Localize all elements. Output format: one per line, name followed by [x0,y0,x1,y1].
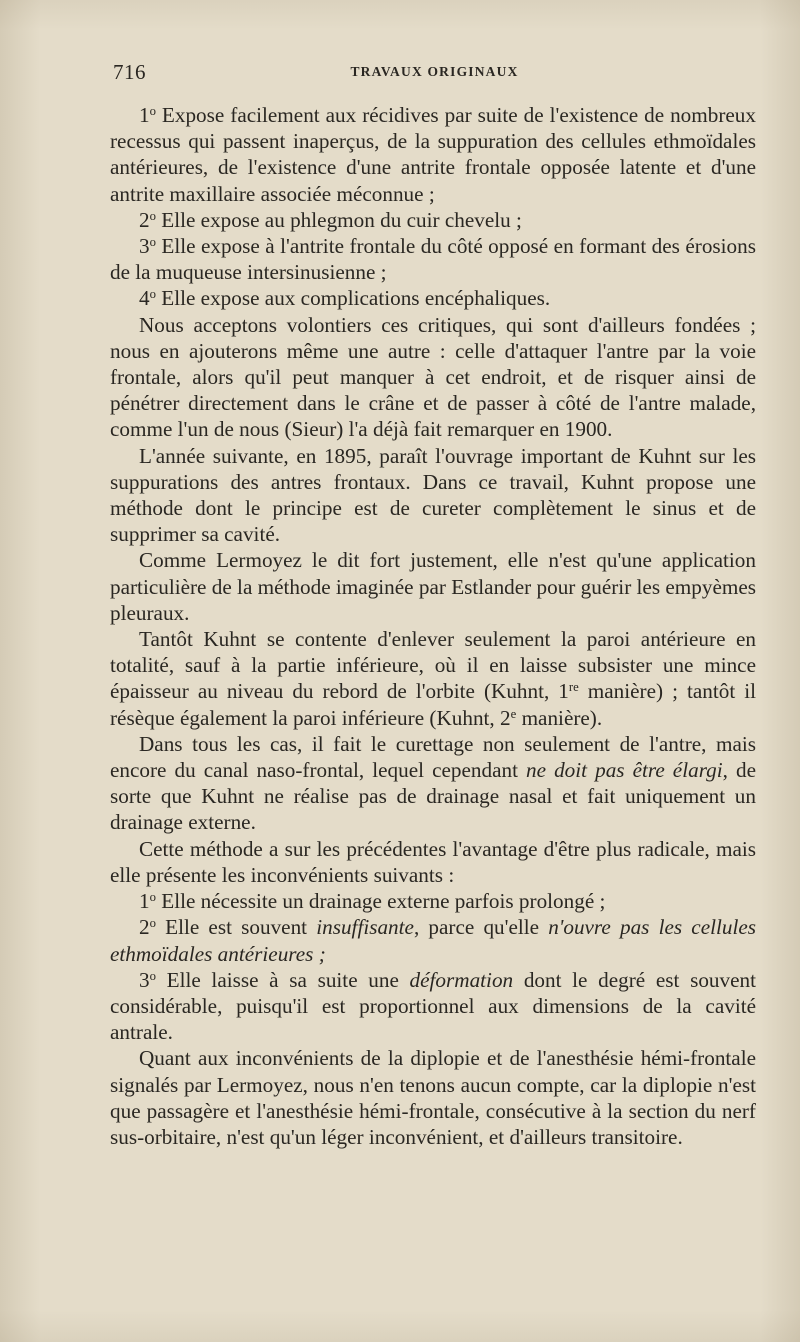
text-run: o [149,968,156,983]
paragraph [110,207,756,233]
text-run: insuffisante [316,915,414,940]
text-run: 3 [139,967,150,992]
text-run: o [149,208,156,223]
text-run: manière). [516,705,603,730]
text-run: 2 [139,915,150,940]
paragraph [110,888,756,914]
text-run: Cette méthode a sur les précédentes l'avantage d'être plus radicale, mais elle présente les inconvénients suivants : [110,836,756,887]
text-run: manière) ; tantôt il résèque également la paroi inférieure (Kuhnt, 2 [110,679,757,730]
paragraph [110,547,756,626]
paragraph [110,443,756,548]
text-run: Elle expose à l'antrite frontale du côté opposé en formant des érosions de la muqueuse intersinusienne ; [110,234,756,285]
paragraph [110,312,756,443]
paragraph [110,1045,756,1150]
text-run: o [149,287,156,302]
text-run: 4 [139,286,150,311]
text-run: 2 [139,207,150,232]
paragraph [110,914,756,966]
paragraph [110,626,756,731]
text-run: déformation [409,967,514,992]
text-run: Tantôt Kuhnt se contente d'enlever seulement la paroi antérieure en totalité, sauf à la partie inférieure, où il en laisse subsister une mince épaisseur au niveau du rebord de l'orbite (Kuhnt, 1 [110,627,756,704]
text-run: Elle expose aux complications encéphaliques. [155,286,551,311]
text-run: Elle laisse à sa suite une [155,967,410,992]
text-run: n'ouvre pas les cellules ethmoïdales antérieures ; [110,915,757,966]
text-run: 3 [139,234,150,259]
text-run: dont le degré est souvent considérable, puisqu'il est proportionnel aux dimensions de la cavité antrale. [110,967,756,1045]
text-run: , parce qu'elle [413,915,549,940]
text-run: Dans tous les cas, il fait le curettage non seulement de l'antre, mais encore du canal naso-frontal, lequel cependant [110,731,756,783]
text-run: o [149,104,156,119]
running-title: TRAVAUX ORIGINAUX [350,64,519,79]
text-run: Quant aux inconvénients de la diplopie et de l'anesthésie hémi-frontale signalés par Lermoyez, nous n'en tenons aucun compte, car la diplopie n'est que passagère et l'anesthésie hémi-frontale, consécutive à la section du nerf sus-orbitaire, n'est qu'un léger inconvénient, et d'ailleurs transitoire. [110,1046,756,1149]
text-run: 1 [139,889,150,914]
text-run: o [149,235,156,250]
text-run: L'année suivante, en 1895, paraît l'ouvrage important de Kuhnt sur les suppurations des antres frontaux. Dans ce travail, Kuhnt propose une méthode dont le principe est de cureter complètement le sinus et de supprimer sa cavité. [110,443,756,547]
text-run: Elle est souvent [155,915,317,940]
text-run: , de sorte que Kuhnt ne réalise pas de drainage nasal et fait uniquement un drainage externe. [110,758,756,835]
paragraph [110,102,756,207]
text-run: re [568,680,579,695]
text-run: Nous acceptons volontiers ces critiques, qui sont d'ailleurs fondées ; nous en ajouterons même une autre : celle d'attaquer l'antre par la voie frontale, alors qu'il peut manquer à cet endroit, et de risquer ainsi de pénétrer directement dans le crâne et de passer à côté de l'antre malade, comme l'un de nous (Sieur) l'a déjà fait remarquer en 1900. [110,312,756,442]
paragraph [110,233,756,285]
paragraph [110,731,756,836]
text-run: Elle nécessite un drainage externe parfois prolongé ; [155,889,606,914]
text-run: Comme Lermoyez le dit fort justement, elle n'est qu'une application particulière de la méthode imaginée par Estlander pour guérir les empyèmes pleuraux. [110,548,756,625]
paragraph [110,836,756,888]
text-run: Elle expose au phlegmon du cuir chevelu ; [155,207,522,232]
paragraph [110,285,756,311]
text-run: o [149,890,156,905]
page-header [113,60,756,90]
text-run: o [149,916,156,931]
text-run: Expose facilement aux récidives par suite de l'existence de nombreux recessus qui passent inaperçus, de la suppuration des cellules ethmoïdales antérieures, de l'existence d'une antrite frontale opposée latente et d'une antrite maxillaire associée méconnue ; [110,103,756,206]
text-run: e [510,706,517,721]
text-run: 1 [139,103,150,127]
page-number: 716 [113,60,146,84]
paragraph [110,967,756,1046]
body-text [110,102,756,1150]
text-run: ne doit pas être élargi [526,758,723,783]
